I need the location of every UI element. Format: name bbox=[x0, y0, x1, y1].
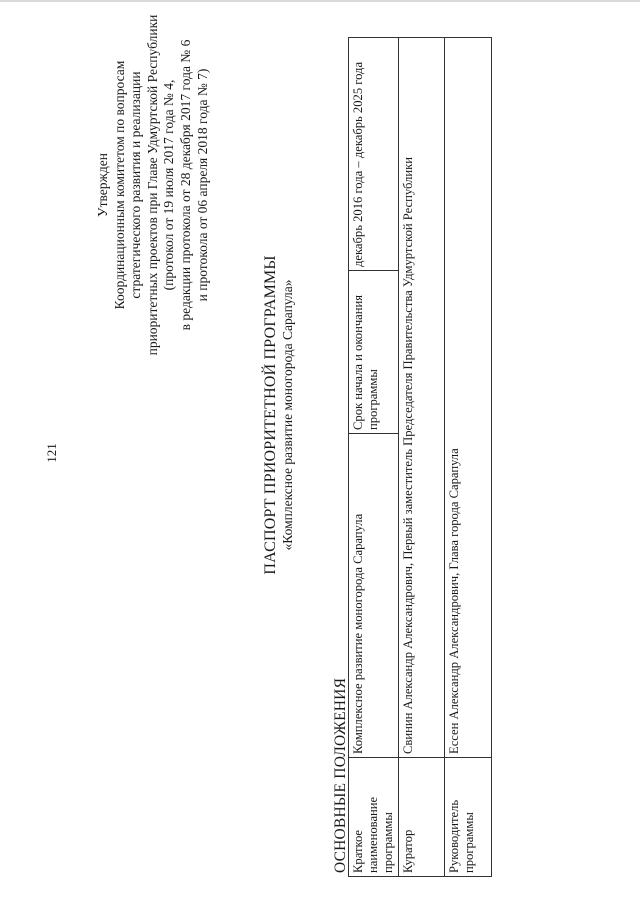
table-row bbox=[349, 38, 399, 877]
program-head-value: Ессен Александр Александрович, Глава города Сарапула bbox=[445, 38, 492, 758]
short-name-value: Комплексное развитие моногорода Сарапула bbox=[349, 434, 399, 758]
short-name-label: Краткое наименование программы bbox=[349, 758, 399, 877]
title-block bbox=[262, 185, 296, 645]
document-subtitle: «Комплексное развитие моногорода Сарапула» bbox=[280, 279, 295, 551]
curator-value: Свинин Александр Александрович, Первый заместитель Председателя Правительства Удмуртской Республики bbox=[399, 38, 445, 758]
approval-line: приоритетных проектов при Главе Удмуртской Республики bbox=[144, 14, 160, 356]
term-label: Срок начала и окончания программы bbox=[349, 271, 399, 434]
table-row bbox=[399, 38, 445, 877]
page-number: 121 bbox=[44, 443, 59, 463]
approval-block bbox=[95, 0, 211, 405]
term-value: декабрь 2016 года – декабрь 2025 года bbox=[349, 38, 399, 271]
approval-line: Утвержден bbox=[95, 153, 110, 217]
approval-line: в редакции протокола от 28 декабря 2017 года № 6 bbox=[177, 39, 193, 331]
program-head-label: Руководитель программы bbox=[445, 758, 492, 877]
section-heading: ОСНОВНЫЕ ПОЛОЖЕНИЯ bbox=[332, 677, 349, 873]
curator-label: Куратор bbox=[399, 758, 445, 877]
document-title: ПАСПОРТ ПРИОРИТЕТНОЙ ПРОГРАММЫ bbox=[262, 255, 279, 575]
approval-line: и протокола от 06 апреля 2018 года № 7) bbox=[194, 68, 210, 302]
approval-line: (протокол от 19 июля 2017 года № 4, bbox=[161, 79, 177, 291]
table-row bbox=[445, 38, 492, 877]
main-provisions-table bbox=[348, 37, 492, 877]
approval-line: Координационным комитетом по вопросам bbox=[111, 60, 127, 310]
approval-line: стратегического развития и реализации bbox=[128, 71, 144, 299]
